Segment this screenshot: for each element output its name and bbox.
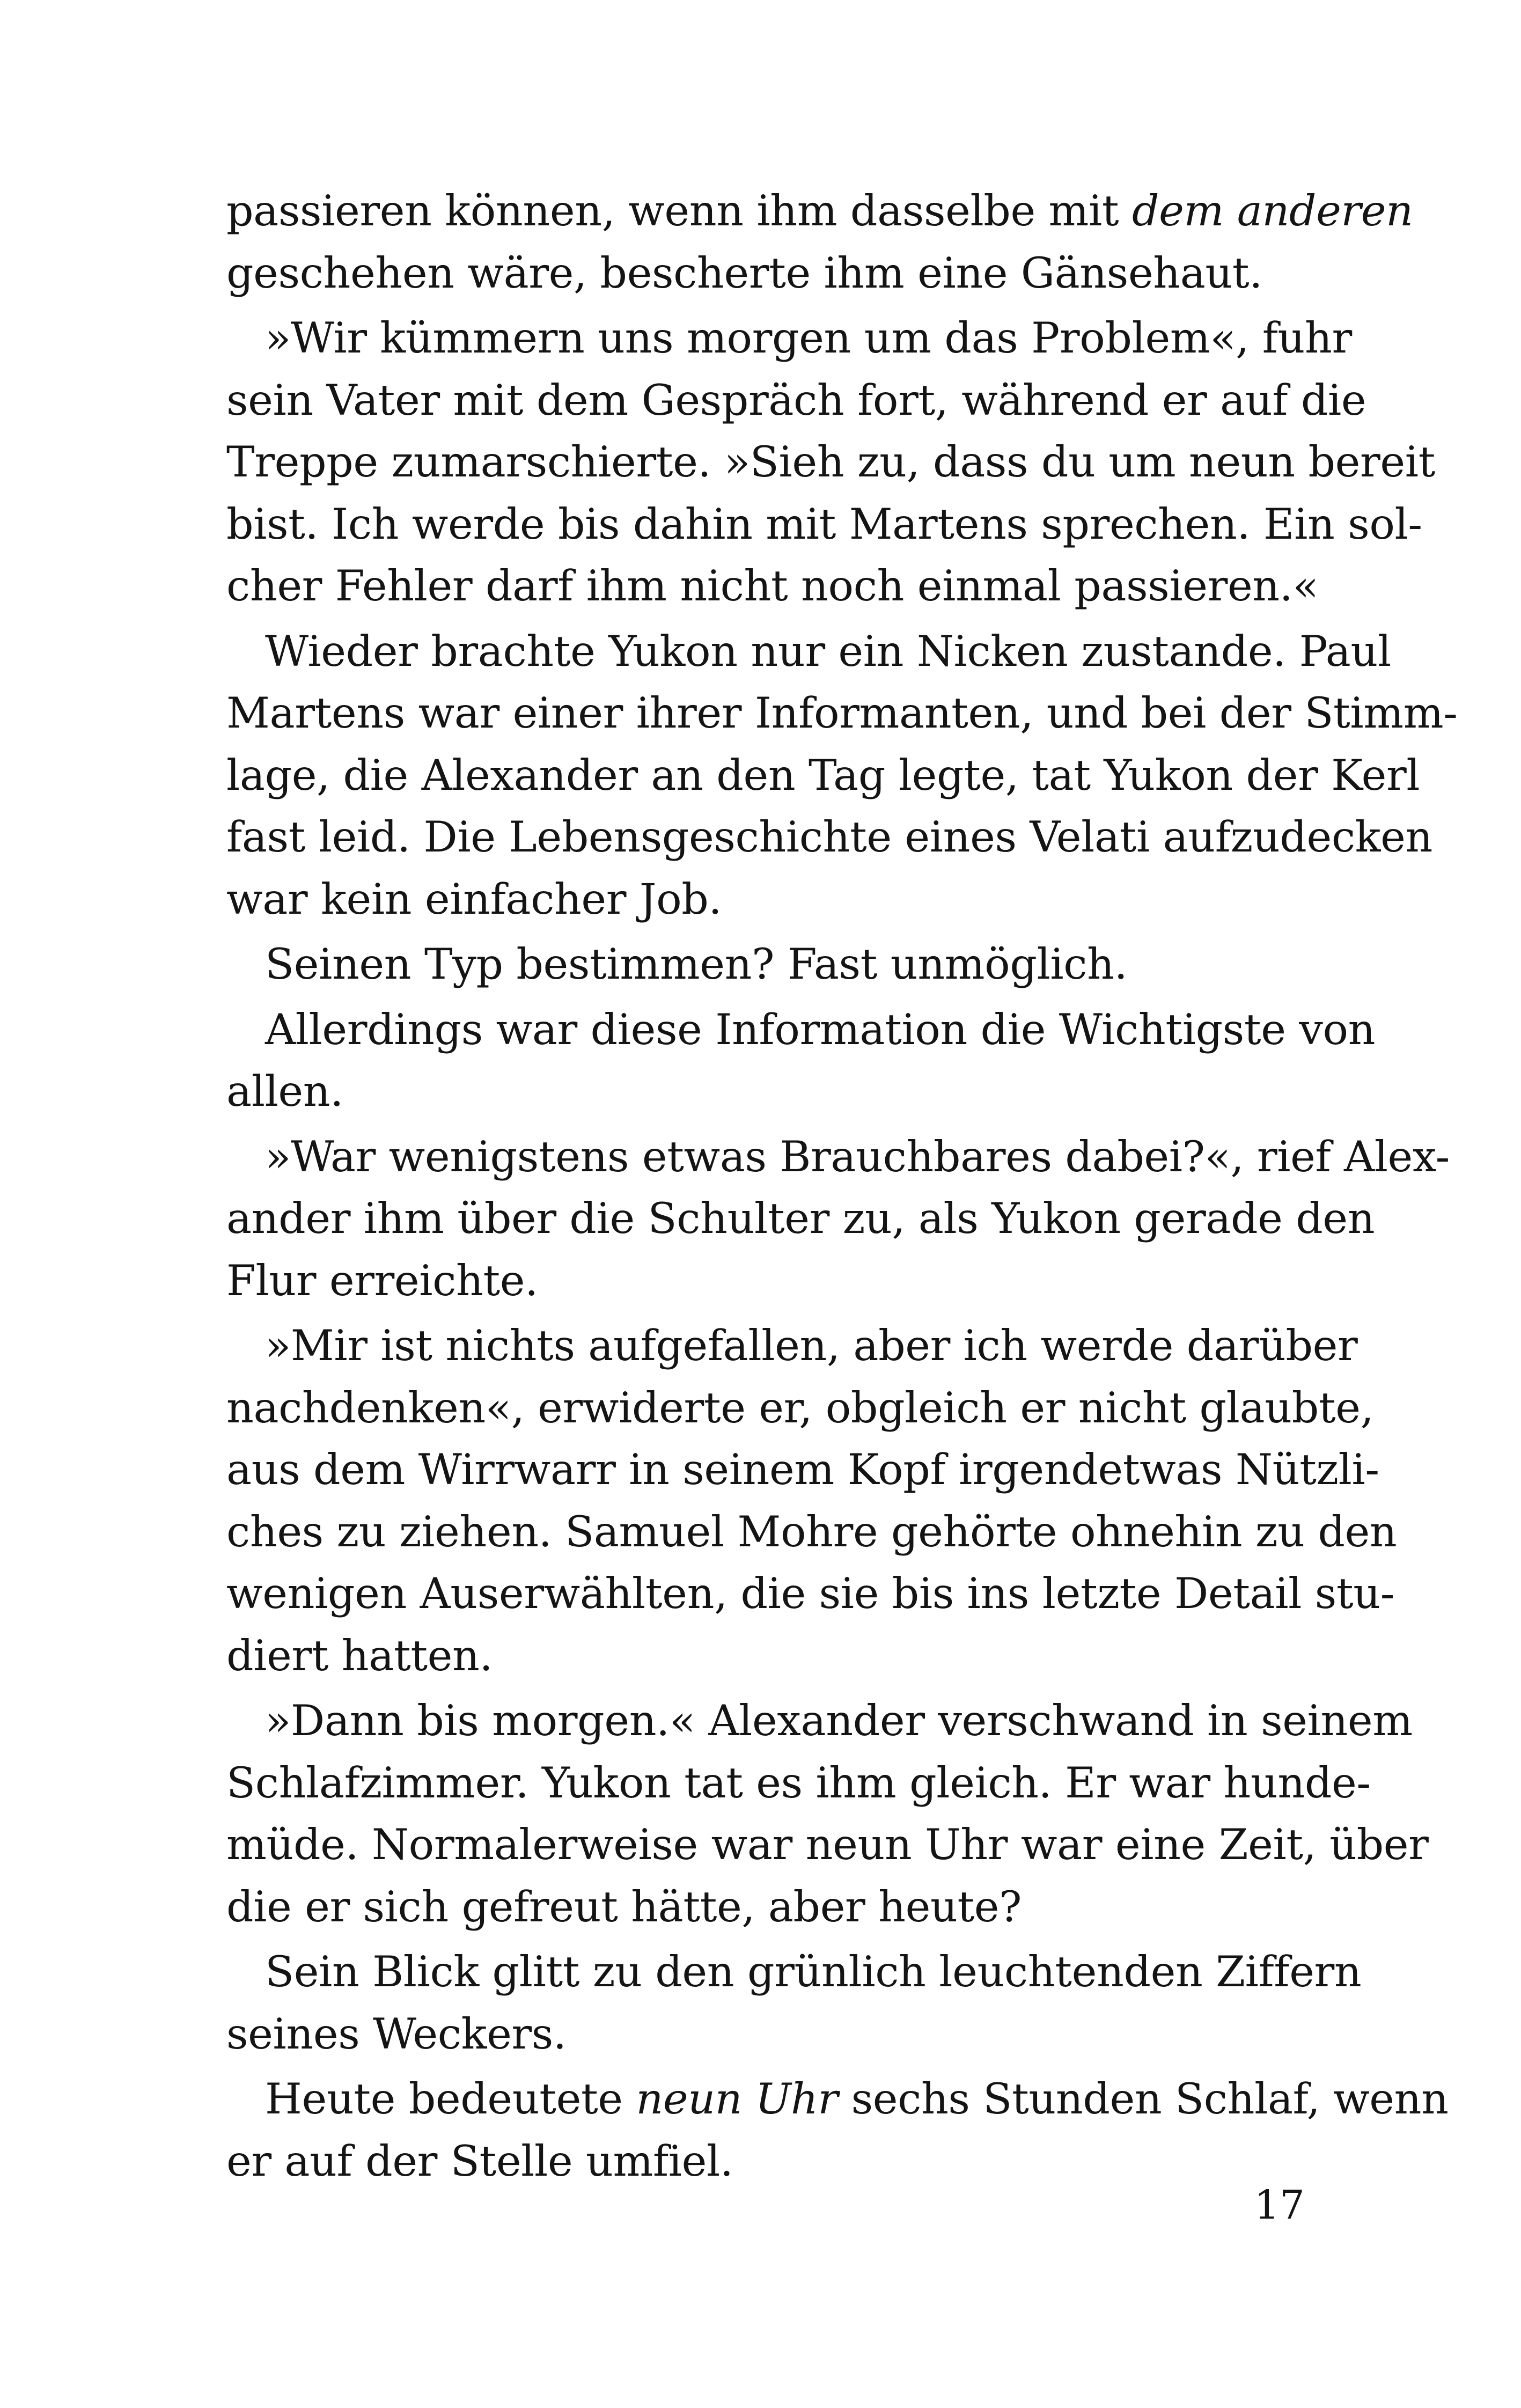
- text-run: passieren können, wenn ihm dasselbe mit: [226, 186, 1132, 236]
- text-line: [226, 621, 1391, 683]
- text-run: »Dann bis morgen.« Alexander verschwand in seinem: [265, 1696, 1413, 1745]
- text-run: »Mir ist nichts aufgefallen, aber ich werde darüber: [265, 1321, 1358, 1370]
- text-run: »Wir kümmern uns morgen um das Problem«, fuhr: [265, 313, 1352, 363]
- text-line: [226, 2068, 1449, 2131]
- text-line: [226, 1061, 1307, 1123]
- text-line: [226, 745, 1420, 807]
- paragraph: [226, 1315, 1397, 1687]
- text-run: Wieder brachte Yukon nur ein Nicken zustande. Paul: [265, 626, 1391, 676]
- text-run: er auf der Stelle umfiel.: [226, 2136, 733, 2186]
- text-run: Sein Blick glitt zu den grünlich leuchtenden Ziffern: [265, 1947, 1362, 1996]
- text-line: [226, 806, 1432, 869]
- text-run: »War wenigstens etwas Brauchbares dabei?«, rief Alex-: [265, 1132, 1450, 1181]
- text-run: cher Fehler darf ihm nicht noch einmal passieren.«: [226, 561, 1319, 611]
- text-line: [226, 1377, 1374, 1440]
- text-line: [226, 2003, 1307, 2066]
- text-run: Allerdings war diese Information die Wichtigste von: [265, 1004, 1376, 1054]
- text-line: [226, 555, 1319, 618]
- text-line: [226, 1941, 1362, 2003]
- text-run: aus dem Wirrwarr in seinem Kopf irgendetwas Nützli-: [226, 1445, 1379, 1494]
- text-line: [226, 1563, 1394, 1625]
- text-line: [226, 1126, 1450, 1188]
- paragraph: [226, 1690, 1429, 1938]
- text-run: bist. Ich werde bis dahin mit Martens sprechen. Ein sol-: [226, 499, 1422, 549]
- text-run: Martens war einer ihrer Informanten, und bei der Stimm-: [226, 688, 1458, 738]
- page-number: 17: [1254, 2182, 1305, 2228]
- text-run: war kein einfacher Job.: [226, 874, 722, 924]
- text-line: [226, 180, 1413, 243]
- text-run: lage, die Alexander an den Tag legte, tat Yukon der Kerl: [226, 750, 1420, 800]
- text-run: seines Weckers.: [226, 2009, 567, 2059]
- text-run: diert hatten.: [226, 1631, 493, 1680]
- text-line: [226, 1250, 1307, 1312]
- text-line: [226, 1814, 1429, 1876]
- text-line: [226, 1439, 1379, 1501]
- text-run: fast leid. Die Lebensgeschichte eines Velati aufzudecken: [226, 812, 1432, 862]
- text-line: [226, 494, 1422, 556]
- paragraph: [226, 999, 1376, 1123]
- text-line: [226, 869, 1307, 931]
- paragraph: [226, 2068, 1449, 2192]
- text-line: [226, 1315, 1358, 1377]
- text-run: die er sich gefreut hätte, aber heute?: [226, 1882, 1022, 1932]
- text-run: müde. Normalerweise war neun Uhr war eine Zeit, über: [226, 1820, 1429, 1869]
- text-run: sein Vater mit dem Gespräch fort, während er auf die: [226, 375, 1366, 425]
- text-line: [226, 370, 1366, 432]
- text-line: [226, 999, 1376, 1061]
- text-run: Seinen Typ bestimmen? Fast unmöglich.: [265, 939, 1128, 989]
- text-run: ander ihm über die Schulter zu, als Yukon gerade den: [226, 1194, 1375, 1243]
- paragraph: [226, 1126, 1450, 1312]
- text-line: [226, 1876, 1307, 1939]
- text-run: Heute bedeutete: [265, 2074, 636, 2124]
- paragraph: [226, 1941, 1362, 2065]
- text-run: Flur erreichte.: [226, 1256, 538, 1305]
- text-line: [226, 934, 1307, 996]
- paragraph: [226, 180, 1413, 304]
- text-line: [226, 682, 1458, 745]
- paragraph: [226, 621, 1458, 931]
- text-run: ches zu ziehen. Samuel Mohre gehörte ohnehin zu den: [226, 1507, 1397, 1557]
- text-line: [226, 2131, 1307, 2193]
- paragraph: [226, 934, 1307, 996]
- text-line: [226, 1501, 1397, 1563]
- text-run: wenigen Auserwählten, die sie bis ins letzte Detail stu-: [226, 1569, 1394, 1618]
- text-run: nachdenken«, erwiderte er, obgleich er nicht glaubte,: [226, 1383, 1374, 1433]
- text-line: [226, 243, 1307, 305]
- text-line: [226, 1752, 1371, 1815]
- text-run: geschehen wäre, bescherte ihm eine Gänsehaut.: [226, 248, 1262, 298]
- text-line: [226, 1188, 1375, 1250]
- text-run: Schlafzimmer. Yukon tat es ihm gleich. Er war hunde-: [226, 1758, 1371, 1808]
- text-run: allen.: [226, 1067, 343, 1116]
- body-text: [226, 180, 1458, 2192]
- text-line: [226, 431, 1435, 494]
- paragraph: [226, 307, 1435, 618]
- text-run: Treppe zumarschierte. »Sieh zu, dass du um neun bereit: [226, 437, 1435, 487]
- text-run: sechs Stunden Schlaf, wenn: [837, 2074, 1449, 2124]
- italic-text: dem anderen: [1131, 186, 1413, 236]
- italic-text: neun Uhr: [636, 2074, 838, 2124]
- text-line: [226, 307, 1352, 370]
- text-line: [226, 1625, 1307, 1687]
- text-line: [226, 1690, 1413, 1752]
